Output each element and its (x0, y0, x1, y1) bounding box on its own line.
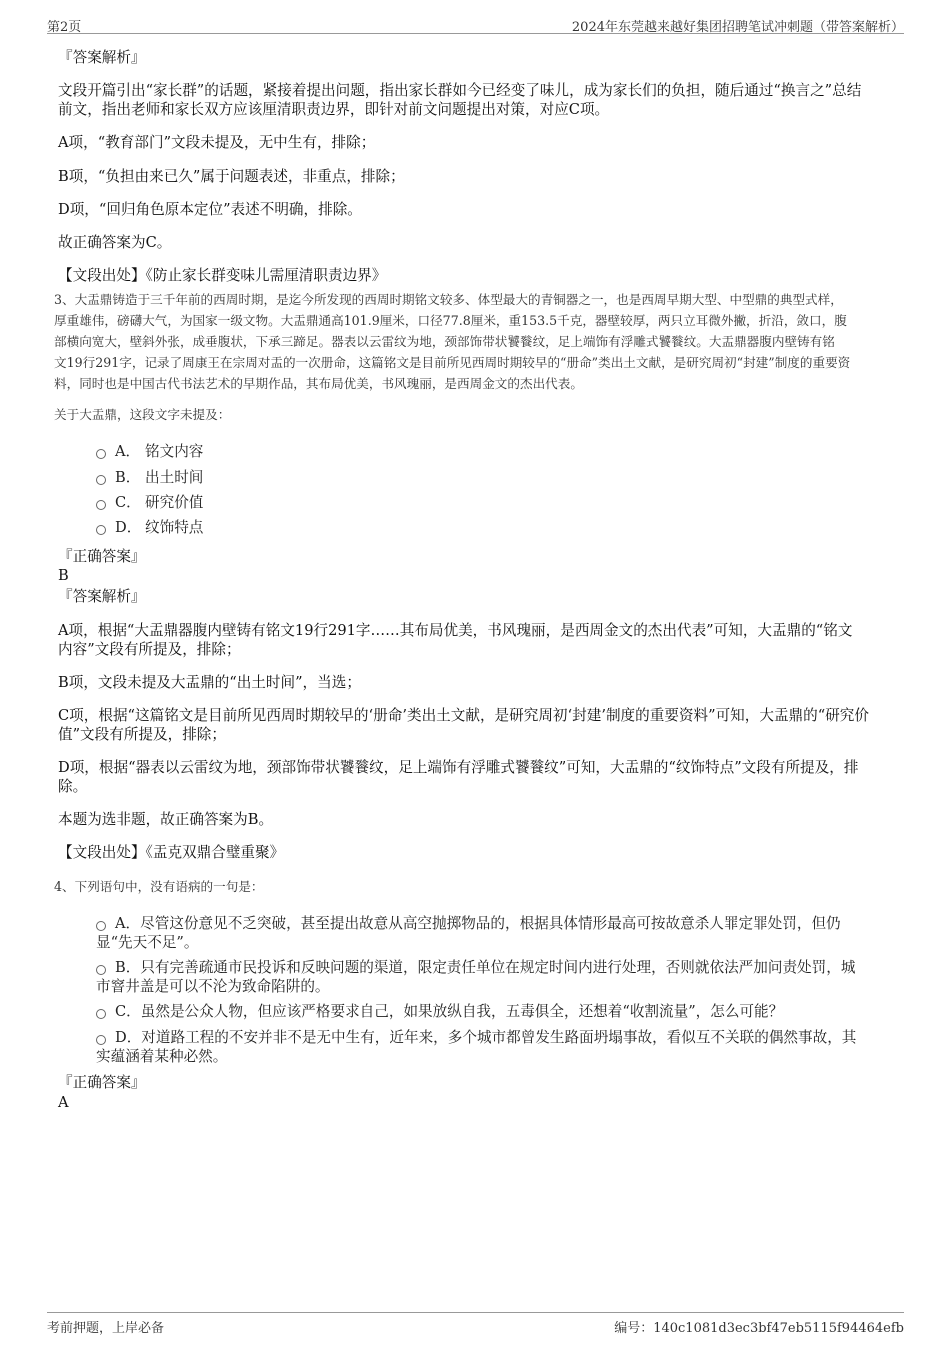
q3-passage-line: 部横向宽大，壁斜外张，成垂腹状，下承三蹄足。器表以云雷纹为地，颈部饰带状饕餮纹，足上端饰有浮雕式饕餮纹。大盂鼎器腹内壁铸有铭 (54, 334, 835, 349)
radio-icon[interactable] (96, 1035, 106, 1045)
radio-icon[interactable] (96, 1009, 106, 1019)
q2-conclusion: 故正确答案为C。 (58, 234, 172, 251)
option-letter: D． (115, 519, 142, 536)
option-text: 实蕴涵着某种必然。 (96, 1048, 228, 1065)
option-letter: C． (115, 494, 141, 511)
q3-item-a-line: 内容”文段有所提及，排除； (58, 641, 241, 658)
option-text: 市窨井盖是可以不沦为致命陷阱的。 (96, 978, 330, 995)
q2-analysis-line: 文段开篇引出“家长群”的话题，紧接着提出问题，指出家长群如今已经变了味儿，成为家长们的负担，随后通过“换言之”总结 (58, 82, 862, 99)
q2-source: 【文段出处】《防止家长群变味儿需厘清职责边界》 (58, 267, 387, 284)
option-text: 显“先天不足”。 (96, 934, 199, 951)
option-text: 纹饰特点 (145, 519, 204, 536)
option-text: 铭文内容 (145, 443, 204, 460)
page-footer (47, 1312, 904, 1337)
q3-item-c-line: 值”文段有所提及，排除； (58, 726, 226, 743)
option-letter: B． (115, 469, 141, 486)
option-text: B．只有完善疏通市民投诉和反映问题的渠道，限定责任单位在规定时间内进行处理，否则就依法严加问责处罚，城 (115, 959, 856, 976)
radio-icon[interactable] (96, 449, 106, 459)
q3-passage-line: 3、大盂鼎铸造于三千年前的西周时期，是迄今所发现的西周时期铭文较多、体型最大的青铜器之一，也是西周早期大型、中型鼎的典型式样， (54, 292, 843, 307)
radio-icon[interactable] (96, 965, 106, 975)
q3-answer-title: 『正确答案』 (58, 548, 146, 565)
q4-answer-title: 『正确答案』 (58, 1074, 146, 1091)
q2-analysis-line: 前文，指出老师和家长双方应该厘清职责边界，即针对前文问题提出对策，对应C项。 (58, 101, 610, 118)
option-text: C．虽然是公众人物，但应该严格要求自己，如果放纵自我，五毒俱全，还想着“收割流量”，怎么可能？ (115, 1003, 784, 1020)
q3-item-c-line: C项，根据“这篇铭文是目前所见西周时期较早的‘册命’类出土文献，是研究周初‘封建’制度的重要资料”可知，大盂鼎的“研究价 (58, 707, 869, 724)
q3-passage-line: 文19行291字，记录了周康王在宗周对盂的一次册命，这篇铭文是目前所见西周时期较早的“册命”类出土文献，是研究周初“封建”制度的重要资 (54, 355, 851, 370)
q2-item-b: B项，“负担由来已久”属于问题表述，非重点，排除； (58, 168, 405, 185)
footer-serial: 编号：140c1081d3ec3bf47eb5115f94464efb (614, 1321, 904, 1336)
q3-stem: 关于大盂鼎，这段文字未提及： (54, 407, 231, 422)
option-text: A．尽管这份意见不乏突破，甚至提出故意从高空抛掷物品的，根据具体情形最高可按故意杀人罪定罪处罚，但仍 (115, 915, 841, 932)
option-text: 出土时间 (145, 469, 204, 486)
q2-analysis-title: 『答案解析』 (58, 49, 146, 66)
q3-item-d-line: D项，根据“器表以云雷纹为地，颈部饰带状饕餮纹，足上端饰有浮雕式饕餮纹”可知，大盂鼎的“纹饰特点”文段有所提及，排 (58, 759, 859, 776)
page-header (47, 14, 904, 34)
radio-icon[interactable] (96, 475, 106, 485)
q2-item-d: D项，“回归角色原本定位”表述不明确，排除。 (58, 201, 362, 218)
q3-passage-line: 料，同时也是中国古代书法艺术的早期作品，其布局优美，书风瑰丽，是西周金文的杰出代表。 (54, 376, 583, 391)
q3-item-a-line: A项，根据“大盂鼎器腹内壁铸有铭文19行291字……其布局优美，书风瑰丽，是西周金文的杰出代表”可知，大盂鼎的“铭文 (58, 622, 853, 639)
option-text: D．对道路工程的不安并非不是无中生有，近年来，多个城市都曾发生路面坍塌事故，看似互不关联的偶然事故，其 (115, 1029, 857, 1046)
document-title: 2024年东莞越来越好集团招聘笔试冲刺题（带答案解析） (571, 20, 904, 35)
q3-analysis-title: 『答案解析』 (58, 588, 146, 605)
q4-stem: 4、下列语句中，没有语病的一句是： (54, 879, 264, 894)
option-text: 研究价值 (145, 494, 204, 511)
option-letter: A． (115, 443, 141, 460)
q3-source: 【文段出处】《盂克双鼎合璧重聚》 (58, 844, 285, 861)
footer-slogan: 考前押题，上岸必备 (47, 1321, 165, 1336)
q2-item-a: A项，“教育部门”文段未提及，无中生有，排除； (58, 134, 376, 151)
q3-item-b: B项，文段未提及大盂鼎的“出土时间”，当选； (58, 674, 361, 691)
q4-answer: A (58, 1094, 69, 1111)
radio-icon[interactable] (96, 525, 106, 535)
q3-answer: B (58, 567, 69, 584)
page-number: 第2页 (47, 20, 82, 35)
radio-icon[interactable] (96, 500, 106, 510)
q3-item-d-line: 除。 (58, 778, 88, 795)
q3-passage-line: 厚重雄伟，磅礴大气，为国家一级文物。大盂鼎通高101.9厘米，口径77.8厘米，重153.5千克，器壁较厚，两只立耳微外撇，折沿，敛口，腹 (54, 313, 847, 328)
q3-conclusion: 本题为选非题，故正确答案为B。 (58, 811, 274, 828)
radio-icon[interactable] (96, 921, 106, 931)
